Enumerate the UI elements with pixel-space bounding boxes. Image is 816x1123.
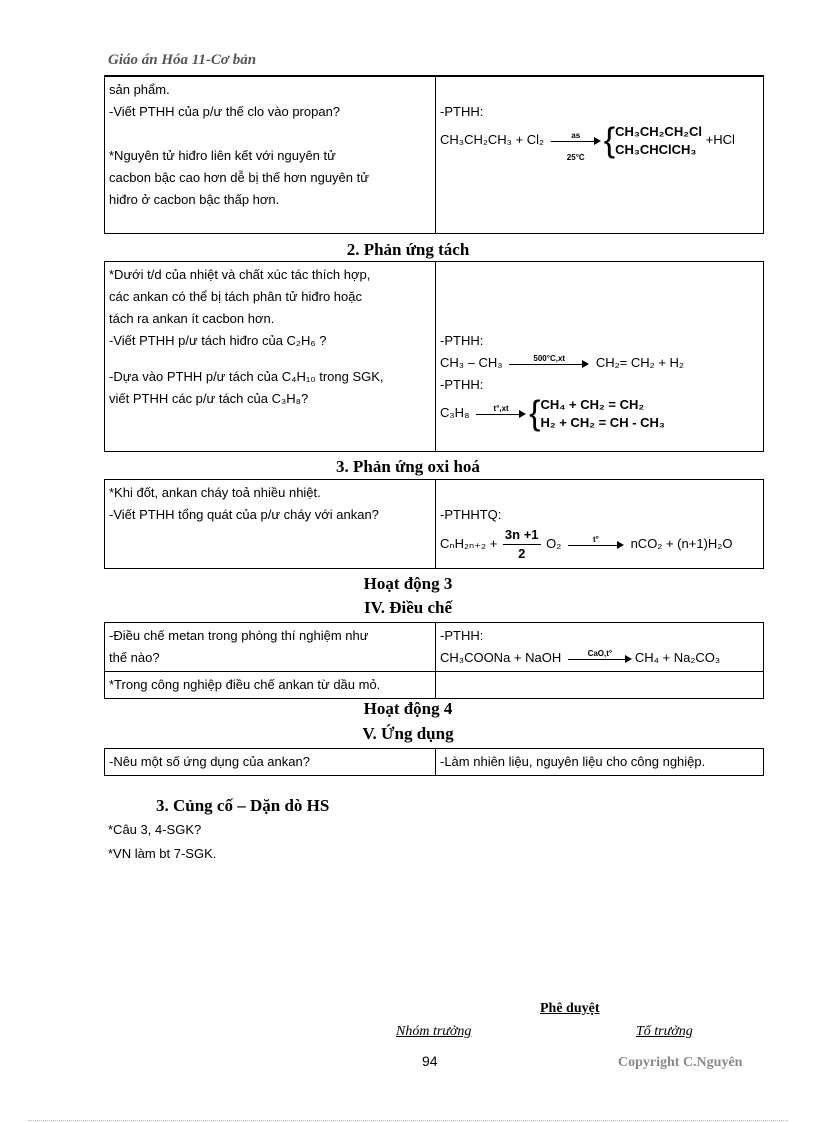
condition: t°,xt: [493, 404, 509, 413]
activity-title: Hoạt động 4: [363, 699, 453, 718]
equation-propane-cracking: [440, 395, 665, 433]
condition: t°: [593, 534, 599, 544]
text-line: -PTHH:: [440, 104, 484, 119]
brace-icon: {: [603, 122, 616, 160]
text-line: -Viết PTHH p/ư tách hiđro của C₂H₆ ?: [109, 333, 327, 348]
page-number: 94: [422, 1053, 438, 1069]
arrow-icon: [568, 534, 624, 551]
reactants: CH₃COONa + NaOH: [440, 650, 562, 665]
left-cell: [105, 672, 436, 699]
text-line: -Dựa vào PTHH p/ư tách của C₄H₁₀ trong SGK,: [109, 369, 384, 384]
denominator: 2: [518, 546, 526, 561]
text-line: sản phẩm.: [109, 82, 170, 97]
copyright: Copyright C.Nguyên: [618, 1055, 743, 1070]
section-title: IV. Điều chế: [364, 598, 452, 617]
equation-chlorination: [440, 122, 735, 162]
numerator: 3n +1: [503, 526, 541, 545]
table-substitution: [104, 76, 764, 234]
product: H₂ + CH₂ = CH - CH₃: [540, 415, 665, 430]
text-line: -PTHH:: [440, 333, 484, 348]
arrow-icon: [551, 131, 601, 162]
product: CH₃CH₂CH₂Cl: [615, 124, 702, 139]
equation-ethane-dehydrogenation: [440, 352, 759, 374]
condition: as: [571, 131, 581, 140]
text-line: -PTHH:: [440, 628, 484, 643]
condition: 500°C,xt: [533, 353, 566, 363]
arrow-icon: [476, 404, 526, 420]
equation-combustion: [440, 527, 733, 561]
products: CH₂= CH₂ + H₂: [595, 355, 684, 370]
consolidate-title: 3. Củng cố – Dặn dò HS: [156, 796, 330, 815]
page-bottom-rule: [28, 1120, 788, 1121]
group-leader-label: Nhóm trưởng: [396, 1024, 472, 1039]
right-cell: [436, 77, 764, 234]
section-title: 3. Phản ứng oxi hoá: [336, 457, 480, 476]
text-line: *Khi đốt, ankan cháy toả nhiều nhiệt.: [109, 485, 321, 500]
reactants: CH₃ – CH₃: [440, 355, 503, 370]
text-line: tách ra ankan ít cacbon hơn.: [109, 311, 275, 326]
text-line: -PTHH:: [440, 377, 484, 392]
section-title: 2. Phản ứng tách: [346, 240, 470, 259]
text-line: viết PTHH các p/ư tách của C₃H₈?: [109, 391, 309, 406]
text-line: -Điều chế metan trong phòng thí nghiệm như: [109, 628, 369, 643]
text-line: thế nào?: [109, 650, 160, 665]
right-cell: [436, 672, 764, 699]
table-preparation: [104, 622, 764, 699]
text-line: -Viết PTHH của p/ư thế clo vào propan?: [109, 104, 341, 119]
product: CH₃CHClCH₃: [615, 142, 697, 157]
left-cell: [105, 749, 436, 776]
consolidate-line: *VN làm bt 7-SGK.: [108, 846, 217, 861]
condition: CaO,t°: [587, 648, 613, 658]
right-cell: [436, 480, 764, 569]
product: CH₄ + CH₂ = CH₂: [540, 397, 645, 412]
oxygen: O₂: [546, 535, 562, 551]
arrow-icon: [568, 648, 632, 665]
left-cell: [105, 262, 436, 452]
reactants: CH₃CH₂CH₃ + Cl₂: [440, 132, 545, 148]
byproduct: +HCl: [705, 132, 735, 148]
reactants: C₃H₈: [440, 405, 470, 421]
text-line: cacbon bậc cao hơn dễ bị thế hơn nguyên tử: [109, 170, 369, 185]
text-line: -PTHHTQ:: [440, 507, 502, 522]
table-oxidation: [104, 479, 764, 569]
approval-label: Phê duyệt: [540, 1001, 600, 1016]
activity-title: Hoạt động 3: [363, 574, 453, 593]
products: [615, 123, 702, 159]
right-cell: [436, 749, 764, 776]
left-cell: [105, 623, 436, 672]
equation-methane-prep: [440, 650, 720, 665]
table-applications: [104, 748, 764, 776]
right-cell: [436, 262, 764, 452]
arrow-icon: [509, 353, 589, 370]
section-title: V. Ứng dụng: [362, 724, 454, 743]
products: [540, 396, 664, 432]
text-line: -Làm nhiên liệu, nguyên liệu cho công nghiệp.: [440, 754, 706, 769]
text-line: *Dưới t/d của nhiệt và chất xúc tác thích hợp,: [109, 267, 371, 282]
products: CH₄ + Na₂CO₃: [634, 650, 721, 665]
brace-icon: {: [529, 395, 541, 433]
header-title: Giáo án Hóa 11-Cơ bản: [108, 52, 257, 68]
text-line: hiđro ở cacbon bậc thấp hơn.: [109, 192, 280, 207]
condition: 25°C: [566, 153, 585, 162]
products: nCO₂ + (n+1)H₂O: [630, 535, 733, 551]
left-cell: [105, 480, 436, 569]
text-line: -Nêu một số ứng dụng của ankan?: [109, 754, 310, 769]
right-cell: [436, 623, 764, 672]
consolidate-line: *Câu 3, 4-SGK?: [108, 822, 202, 837]
text-line: *Trong công nghiệp điều chế ankan từ dầu mỏ.: [109, 677, 381, 692]
team-leader-label: Tổ trưởng: [636, 1024, 693, 1039]
text-line: -Viết PTHH tổng quát của p/ư cháy với ankan?: [109, 507, 379, 522]
text-line: *Nguyên tử hiđro liên kết với nguyên tử: [109, 148, 336, 163]
left-cell: [105, 77, 436, 234]
fraction: [503, 526, 541, 563]
reactants: CₙH₂ₙ₊₂ +: [440, 535, 498, 551]
table-elimination: [104, 261, 764, 452]
text-line: các ankan có thể bị tách phân tử hiđro hoặc: [109, 289, 362, 304]
